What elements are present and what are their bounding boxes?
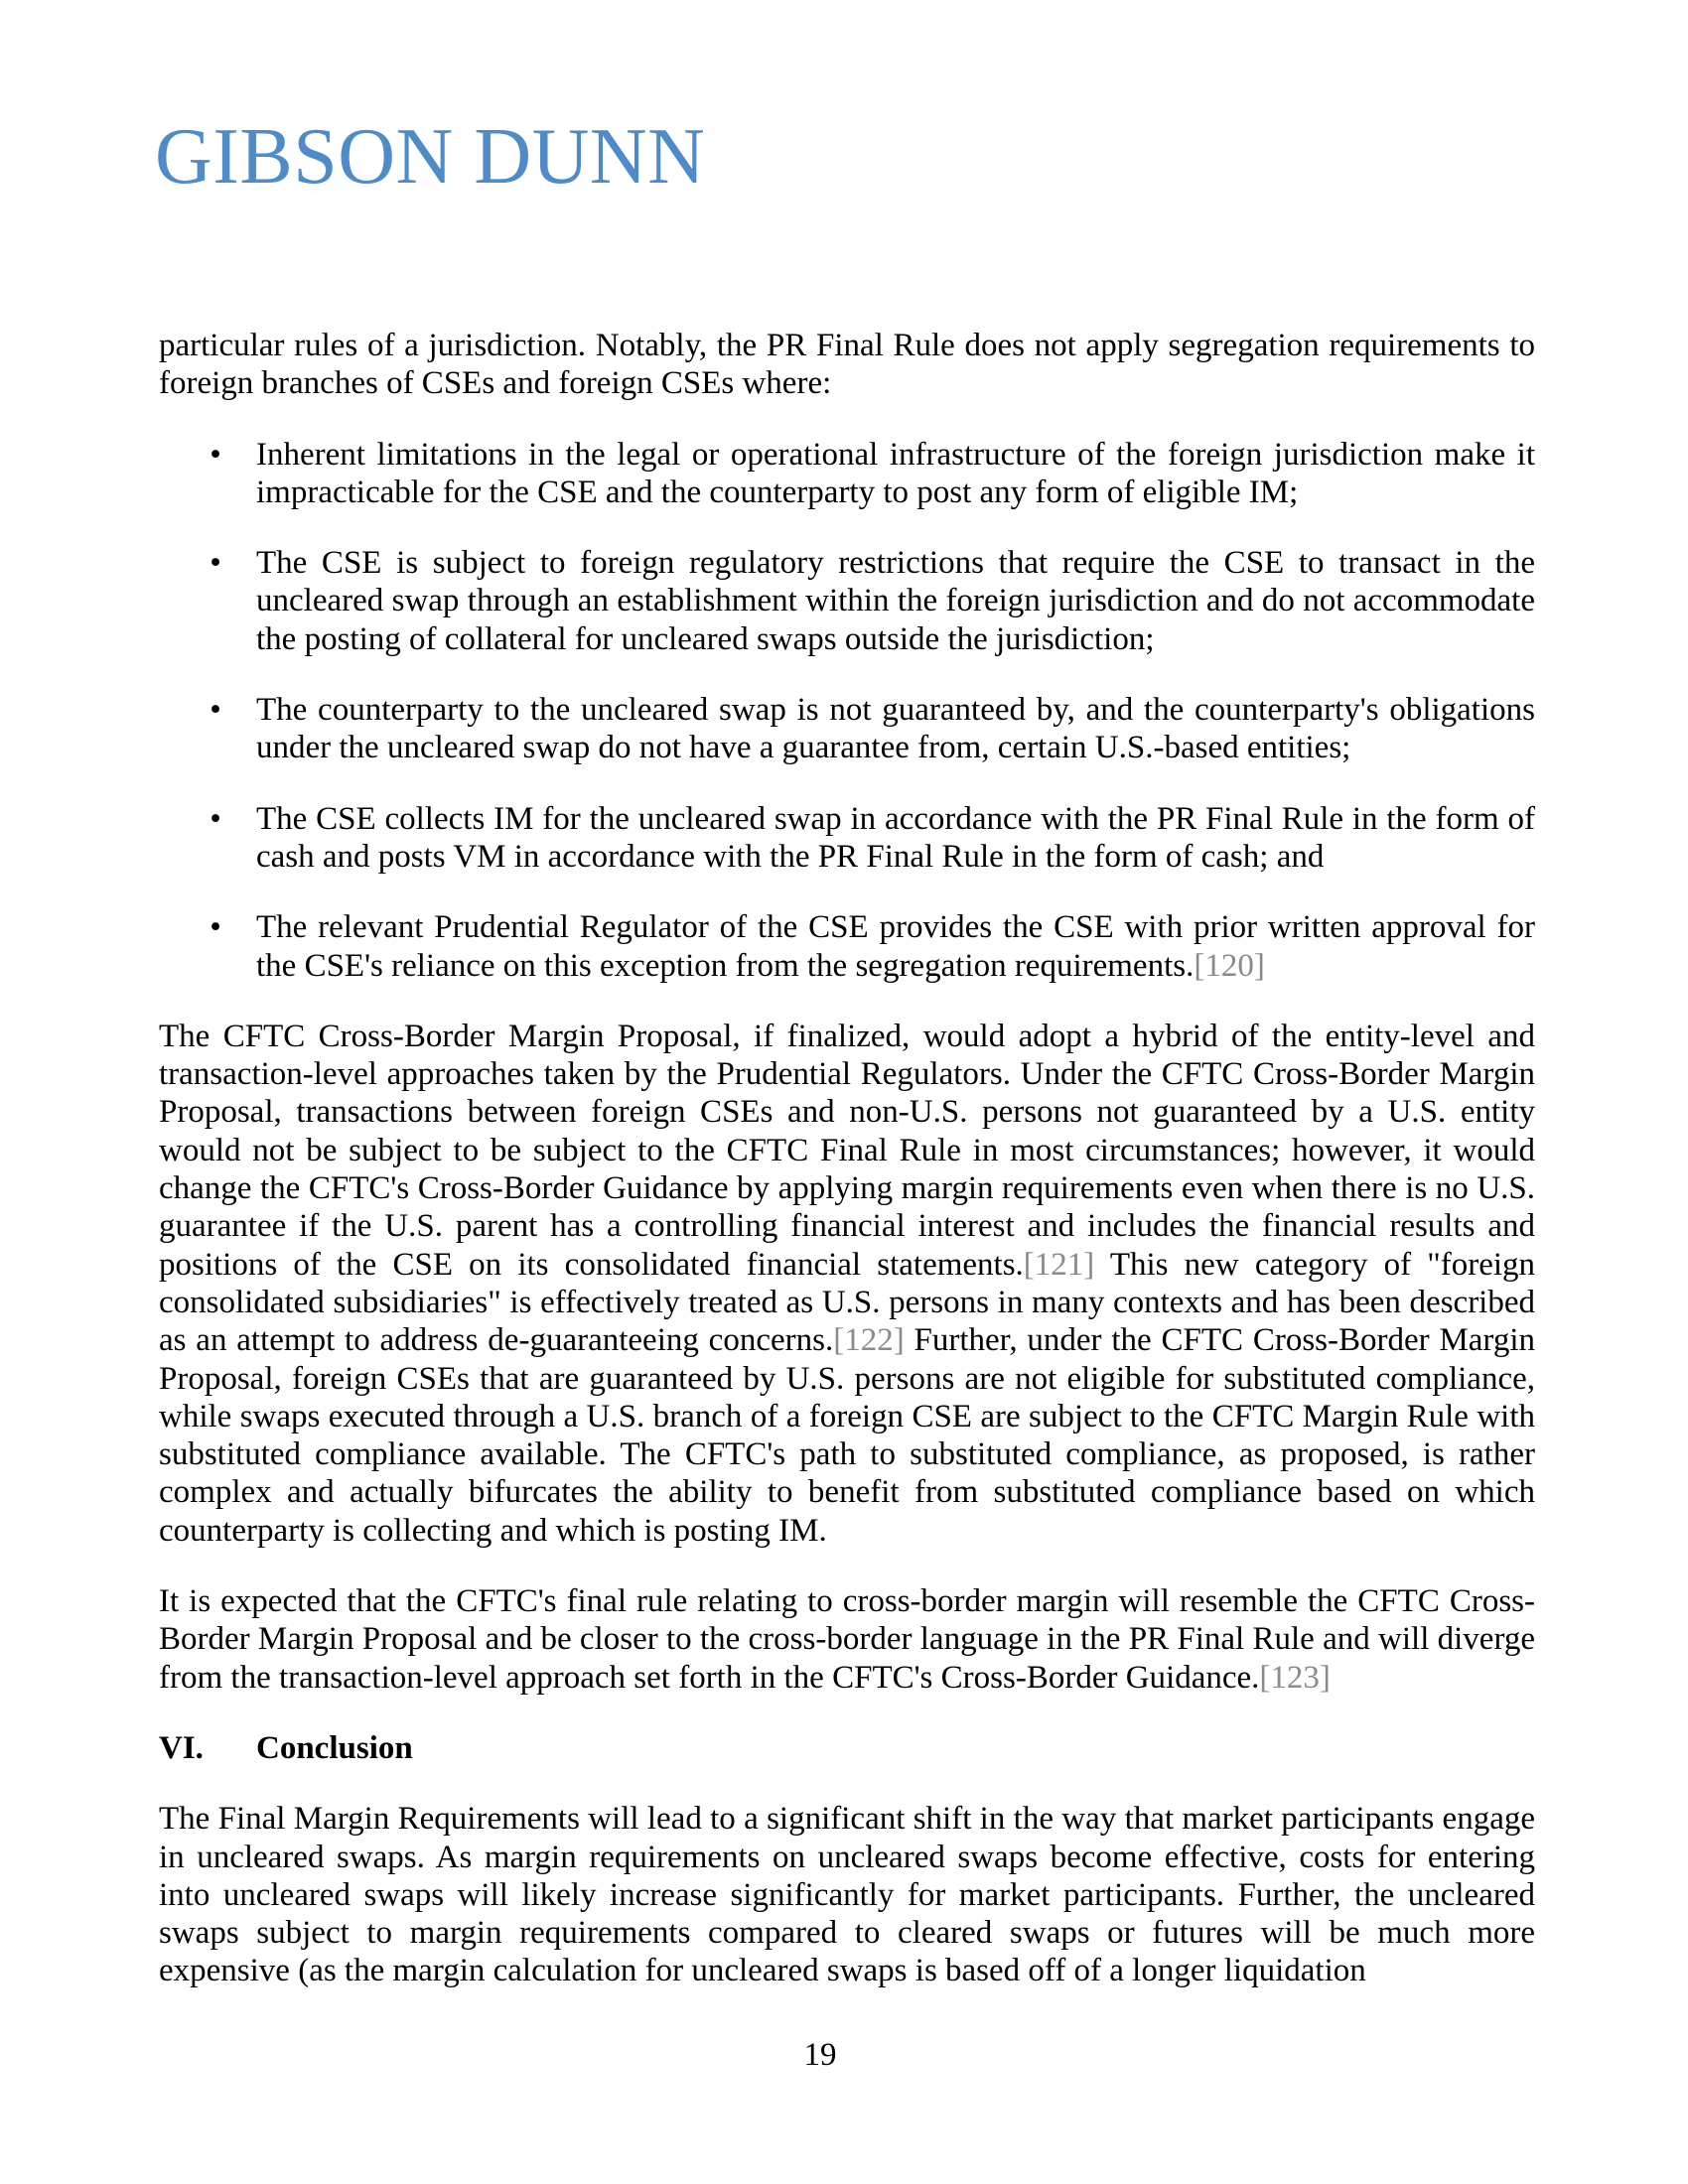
bullet-icon: • — [210, 909, 221, 946]
footnote-link-120[interactable]: [120] — [1194, 947, 1265, 984]
bullet-text: Inherent limitations in the legal or operational infrastructure of the foreign jurisdiction make it impracticable for the CSE and the counterparty to post any form of eligible IM; — [256, 436, 1535, 510]
bullet-icon: • — [210, 800, 221, 837]
bullet-text: The relevant Prudential Regulator of the CSE provides the CSE with prior written approval for the CSE's reliance on this exception from the segregation requirements. — [256, 909, 1535, 984]
expectation-paragraph — [159, 1582, 1535, 1697]
page-number: 19 — [803, 2037, 837, 2073]
list-item — [159, 800, 1535, 877]
bullet-icon: • — [210, 436, 221, 473]
conclusion-paragraph: The Final Margin Requirements will lead to a significant shift in the way that market participants engage in uncleared swaps. As margin requirements on uncleared swaps become effective, costs for entering into uncleared swaps will likely increase significantly for market participants. Further, the uncleared swaps subject to margin requirements compared to cleared swaps or futures will be much more expensive (as the margin calculation for uncleared swaps is based off of a longer liquidation — [159, 1801, 1535, 1989]
bullet-text: The counterparty to the uncleared swap is not guaranteed by, and the counterparty's obligations under the uncleared swap do not have a guarantee from, certain U.S.-based entities; — [256, 692, 1535, 766]
firm-logo: GIBSON DUNN — [155, 113, 706, 201]
bullet-text: The CSE collects IM for the uncleared swap in accordance with the PR Final Rule in the form of cash and posts VM in accordance with the PR Final Rule in the form of cash; and — [256, 800, 1535, 875]
bullet-icon: • — [210, 692, 221, 729]
list-item — [159, 436, 1535, 512]
list-item — [159, 691, 1535, 767]
section-heading — [159, 1729, 1535, 1767]
cftc-proposal-paragraph — [159, 1018, 1535, 1550]
list-item — [159, 908, 1535, 985]
footnote-link-121[interactable]: [121] — [1023, 1246, 1095, 1283]
paragraph-text: This new category of "foreign consolidated subsidiaries" is effectively treated as U.S. persons in many contexts and has been described as an attempt to address de-guaranteeing concerns. — [159, 1246, 1536, 1359]
intro-paragraph: particular rules of a jurisdiction. Notably, the PR Final Rule does not apply segregation requirements to foreign branches of CSEs and foreign CSEs where: — [159, 328, 1535, 402]
footnote-link-123[interactable]: [123] — [1259, 1659, 1331, 1696]
section-title: Conclusion — [256, 1729, 413, 1766]
section-number: VI. — [159, 1729, 204, 1766]
paragraph-text: It is expected that the CFTC's final rule relating to cross-border margin will resemble the CFTC Cross-Border Margin Proposal and be closer to the cross-border language in the PR Final Rule and will diverge from the transaction-level approach set forth in the CFTC's Cross-Border Guidance. — [159, 1583, 1535, 1696]
paragraph-text: Further, under the CFTC Cross-Border Margin Proposal, foreign CSEs that are guaranteed by U.S. persons are not eligible for substituted compliance, while swaps executed through a U.S. branch of a foreign CSE are subject to the CFTC Margin Rule with substituted compliance available. The CFTC's path to substituted compliance, as proposed, is rather complex and actually bifurcates the ability to benefit from substituted compliance based on which counterparty is collecting and which is posting IM. — [159, 1322, 1535, 1549]
exception-list — [159, 436, 1535, 985]
footnote-link-122[interactable]: [122] — [833, 1322, 905, 1359]
paragraph-text: The CFTC Cross-Border Margin Proposal, if finalized, would adopt a hybrid of the entity-level and transaction-level approaches taken by the Prudential Regulators. Under the CFTC Cross-Border Margin Proposal, transactions between foreign CSEs and non-U.S. persons not guaranteed by a U.S. entity would not be subject to be subject to the CFTC Final Rule in most circumstances; however, it would change the CFTC's Cross-Border Guidance by applying margin requirements even when there is no U.S. guarantee if the U.S. parent has a controlling financial interest and includes the financial results and positions of the CSE on its consolidated financial statements. — [159, 1018, 1535, 1283]
document-body — [159, 327, 1535, 2023]
list-item — [159, 544, 1535, 658]
bullet-text: The CSE is subject to foreign regulatory restrictions that require the CSE to transact in the uncleared swap through an establishment within the foreign jurisdiction and do not accommodate the posting of collateral for uncleared swaps outside the jurisdiction; — [256, 545, 1535, 657]
bullet-icon: • — [210, 545, 221, 582]
